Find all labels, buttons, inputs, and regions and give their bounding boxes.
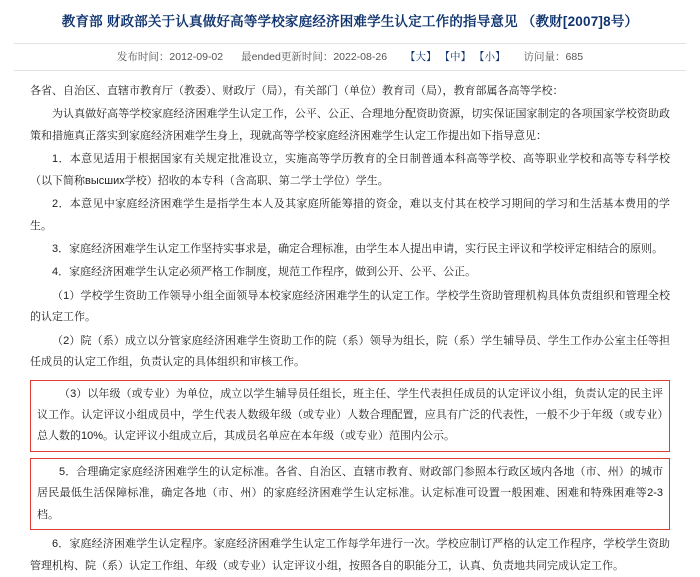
- document-body: [0, 71, 700, 577]
- font-size-large-button[interactable]: 【大】: [405, 51, 437, 64]
- font-size-small-button[interactable]: 【小】: [474, 51, 506, 64]
- update-time-label: 最ended更新时间：: [241, 51, 334, 64]
- paragraph-item-2: 2．本意见中家庭经济困难学生是指学生本人及其家庭所能筹措的资金，难以支付其在校学习期间的学习和生活基本费用的学生。: [30, 198, 670, 232]
- view-count: [524, 49, 584, 64]
- paragraph-item-4-3: （3）以年级（或专业）为单位，成立以学生辅导员任组长，班主任、学生代表担任成员的认定评议小组，负责认定的民主评议工作。认定评议小组成员中，学生代表人数级年级（或专业）人数合理配置，应具有广泛的代表性，一般不少于年级（或专业）总人数的10%。认定评议小组成立后，其成员名单应在本年级（或专业）范围内公示。: [37, 387, 663, 443]
- paragraph-item-5: 5．合理确定家庭经济困难学生的认定标准。各省、自治区、直辖市教育、财政部门参照本行政区域内各地（市、州）的城市居民最低生活保障标准，确定各地（市、州）的家庭经济困难学生认定标准。认定标准可设置一般困难、困难和特殊困难等2-3档。: [37, 465, 663, 521]
- font-size-controls: [405, 49, 506, 64]
- publish-time: [117, 49, 223, 64]
- paragraph-item-4: 4．家庭经济困难学生认定必须严格工作制度，规范工作程序，做到公开、公平、公正。: [52, 266, 477, 279]
- paragraph-intro: 为认真做好高等学校家庭经济困难学生认定工作，公平、公正、合理地分配资助资源，切实保证国家制定的各项国家学校资助政策和措施真正落实到家庭经济困难学生身上，现就高等学校家庭经济困难学生认定工作提出如下指导意见：: [30, 108, 670, 142]
- paragraph-item-4-1: （1）学校学生资助工作领导小组全面领导本校家庭经济困难学生的认定工作。学校学生资助管理机构具体负责组织和管理全校的认定工作。: [30, 289, 670, 324]
- publish-time-value: 2012-09-02: [169, 51, 224, 64]
- highlight-box-item-4-3: [30, 380, 670, 452]
- paragraph-item-6: 6．家庭经济困难学生认定程序。家庭经济困难学生认定工作每学年进行一次。学校应制订严格的认定工作程序，学校学生资助管理机构、院（系）认定工作组、年级（或专业）认定评议小组，按照各自的职能分工，认真、负责地共同完成认定工作。: [30, 538, 670, 572]
- page-title: 教育部 财政部关于认真做好高等学校家庭经济困难学生认定工作的指导意见 （教财[2007]8号）: [61, 14, 639, 29]
- publish-time-label: 发布时间：: [116, 51, 170, 64]
- paragraph-item-3: 3．家庭经济困难学生认定工作坚持实事求是，确定合理标准，由学生本人提出申请，实行民主评议和学校评定相结合的原则。: [52, 242, 664, 255]
- font-size-medium-button[interactable]: 【中】: [439, 51, 472, 64]
- update-time-value: 2022-08-26: [333, 51, 388, 64]
- document-meta-bar: [14, 43, 686, 71]
- highlight-box-item-5: [30, 458, 670, 530]
- update-time: [241, 49, 387, 64]
- paragraph-item-1: 1．本意见适用于根据国家有关规定批准设立，实施高等学历教育的全日制普通本科高等学校、高等职业学校和高等专科学校（以下简称высших学校）招收的本专科（含高职、第二学士学位）学生。: [30, 153, 670, 187]
- view-count-value: 685: [565, 51, 584, 64]
- paragraph-item-4-2: （2）院（系）成立以分管家庭经济困难学生资助工作的院（系）领导为组长，院（系）学生辅导员、学生工作办公室主任等担任成员的认定工作组，负责认定的具体组织和审核工作。: [30, 334, 670, 369]
- view-count-label: 访问量：: [523, 51, 566, 64]
- paragraph-recipients: 各省、自治区、直辖市教育厅（教委）、财政厅（局），有关部门（单位）教育司（局），教育部属各高等学校：: [30, 84, 564, 97]
